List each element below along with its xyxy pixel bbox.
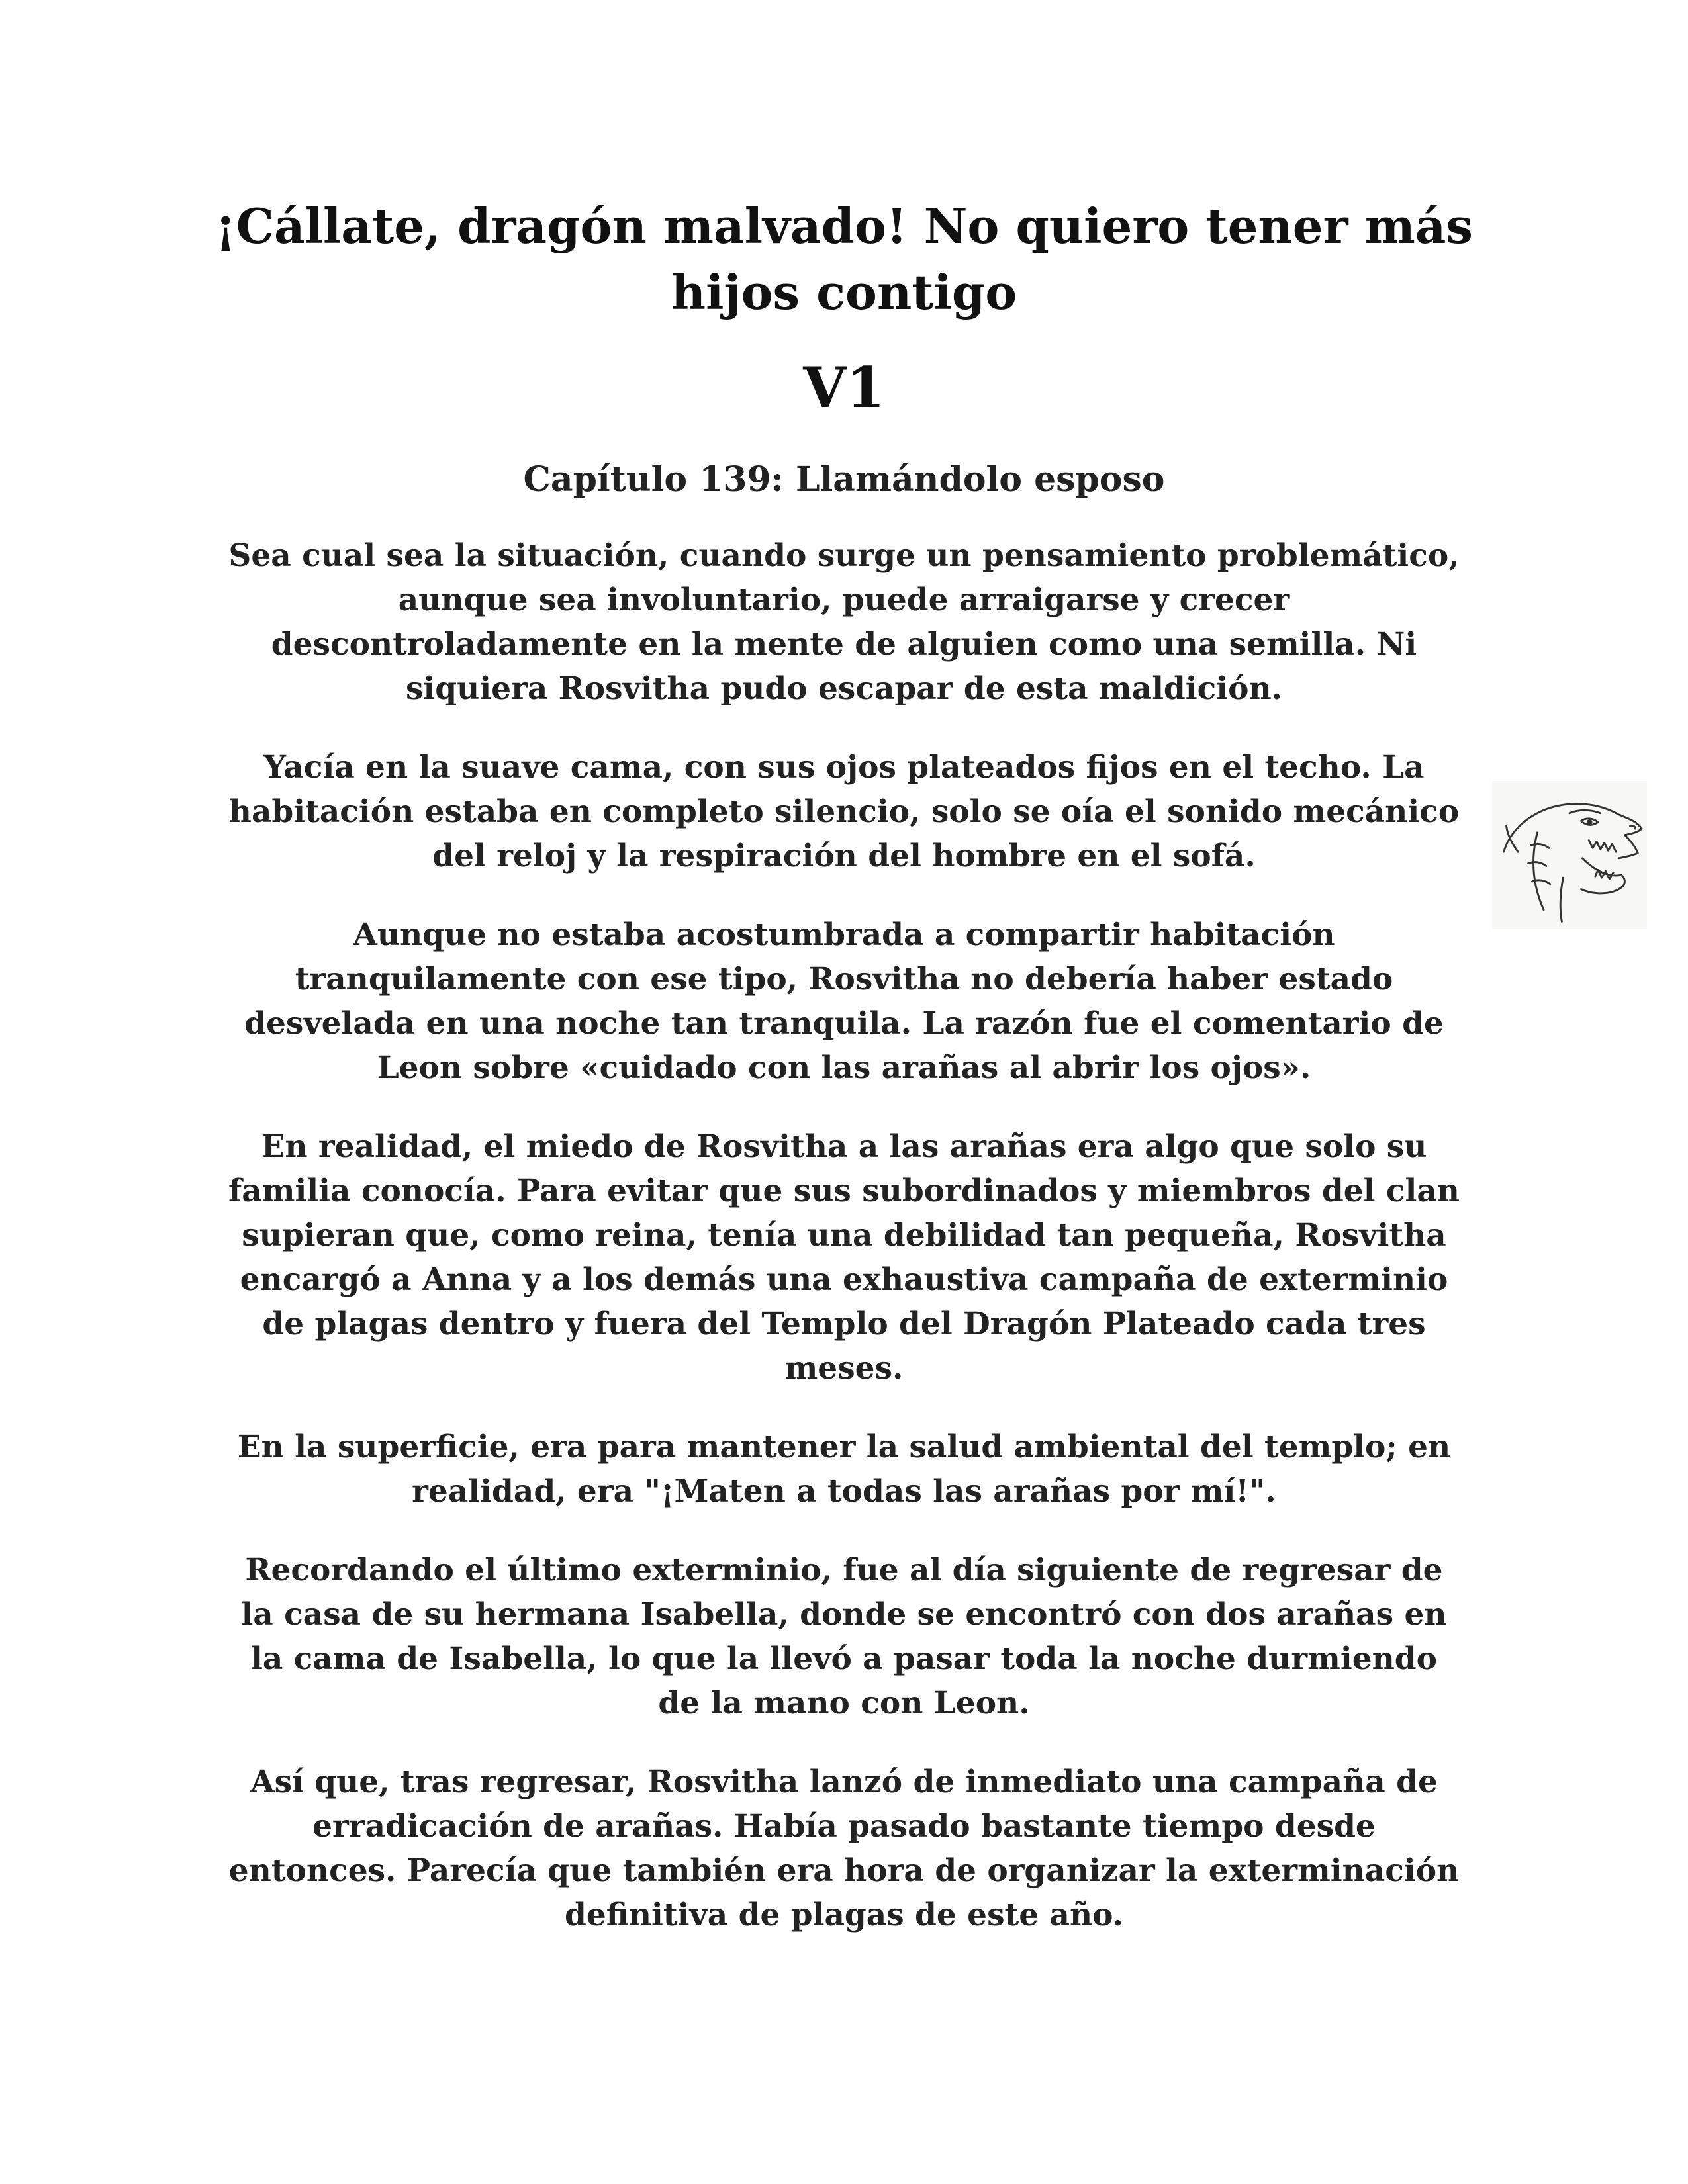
paragraph: Así que, tras regresar, Rosvitha lanzó de inmediato una campaña de erradicación de arañas. Había pasado bastante tiempo desde entonces. Parecía que también era hora de organizar la exterminación definitiva de plagas de este año. (228, 1764, 1460, 1933)
dragon-head-icon (1492, 781, 1647, 929)
chapter-body (225, 533, 1463, 1972)
paragraph: En realidad, el miedo de Rosvitha a las arañas era algo que solo su familia conocía. Para evitar que sus subordinados y miembros del clan supieran que, como reina, tenía una debilidad tan pequeña, Rosvitha encargó a Anna y a los demás una exhaustiva campaña de exterminio de plagas dentro y fuera del Templo del Dragón Plateado cada tres meses. (228, 1128, 1460, 1387)
book-title: ¡Cállate, dragón malvado! No quiero tener más hijos contigo (215, 198, 1473, 320)
paragraph: Recordando el último exterminio, fue al día siguiente de regresar de la casa de su hermana Isabella, donde se encontró con dos arañas en la cama de Isabella, lo que la llevó a pasar toda la noche durmiendo de la mano con Leon. (241, 1552, 1447, 1721)
paragraph: Yacía en la suave cama, con sus ojos plateados fijos en el techo. La habitación estaba en completo silencio, solo se oía el sonido mecánico del reloj y la respiración del hombre en el sofá. (228, 749, 1460, 874)
paragraph: En la superficie, era para mantener la salud ambiental del templo; en realidad, era "¡Maten a todas las arañas por mí!". (237, 1429, 1451, 1510)
paragraph: Aunque no estaba acostumbrada a compartir habitación tranquilamente con ese tipo, Rosvitha no debería haber estado desvelada en una noche tan tranquila. La razón fue el comentario de Leon sobre «cuidado con las arañas al abrir los ojos». (244, 917, 1444, 1086)
paragraph: Sea cual sea la situación, cuando surge un pensamiento problemático, aunque sea involuntario, puede arraigarse y crecer descontroladamente en la mente de alguien como una semilla. Ni siquiera Rosvitha pudo escapar de esta maldición. (228, 537, 1460, 707)
chapter-heading: Capítulo 139: Llamándolo esposo (523, 459, 1165, 500)
volume-label: V1 (803, 355, 885, 420)
